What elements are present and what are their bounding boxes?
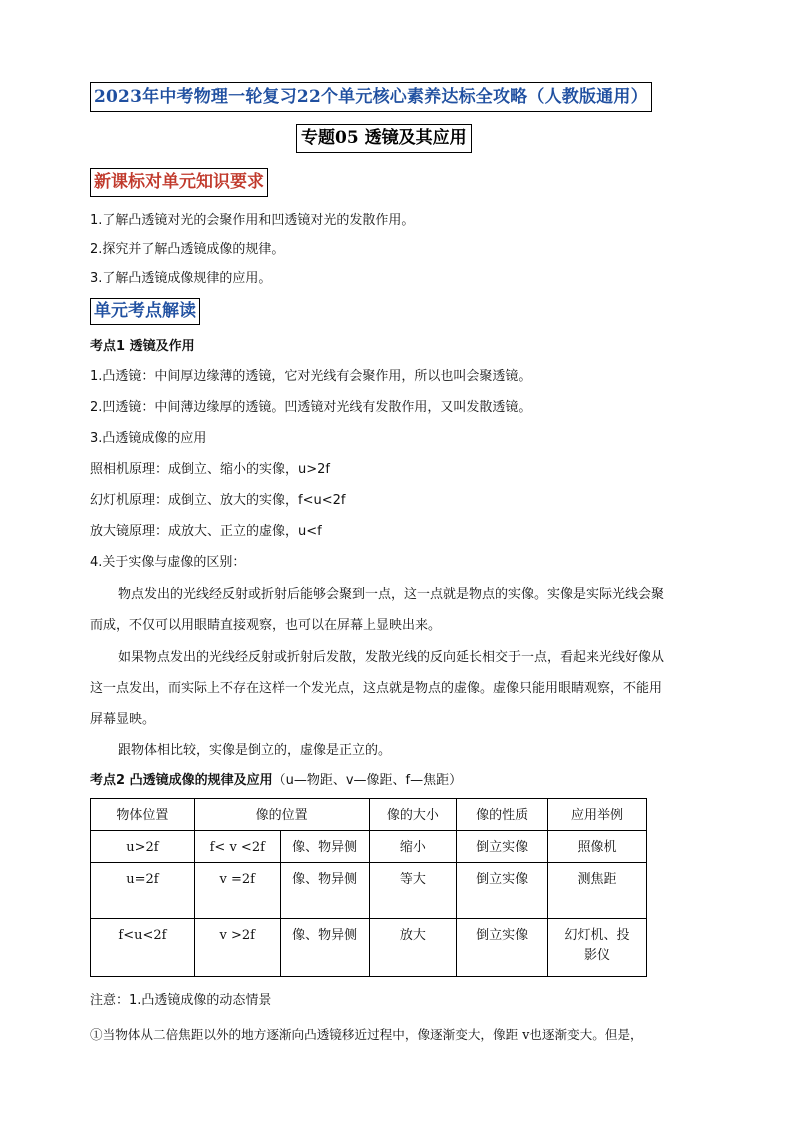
kp1-para-2a: 如果物点发出的光线经反射或折射后发散，发散光线的反向延长相交于一点，看起来光线好像从 [118, 650, 665, 665]
kp1-para-2c: 屏幕显映。 [90, 712, 156, 727]
kp1-line-4: 4.关于实像与虚像的区别： [90, 555, 246, 570]
table-cell: 缩小 [369, 831, 457, 863]
lens-imaging-table [90, 798, 647, 977]
notes-title: 注意：1.凸透镜成像的动态情景 [90, 993, 272, 1008]
kp1-line-camera: 照相机原理：成倒立、缩小的实像，u>2f [90, 462, 330, 477]
table-cell: 倒立实像 [457, 831, 548, 863]
table-cell: v =2f [194, 863, 280, 919]
keypoint-2-heading [90, 772, 462, 790]
table-cell: f<u<2f [91, 919, 195, 977]
table-header-cell: 应用举例 [548, 799, 647, 831]
kp1-para-3: 跟物体相比较，实像是倒立的，虚像是正立的。 [118, 743, 392, 758]
requirement-item-1: 1.了解凸透镜对光的会聚作用和凹透镜对光的发散作用。 [90, 213, 415, 228]
table-cell: 等大 [369, 863, 457, 919]
table-cell: f< v <2f [194, 831, 280, 863]
table-header-cell: 像的位置 [194, 799, 369, 831]
table-cell: 测焦距 [548, 863, 647, 919]
table-cell: 幻灯机、投影仪 [548, 919, 647, 977]
table-cell: 像、物异侧 [280, 863, 369, 919]
table-cell: 像、物异侧 [280, 919, 369, 977]
table-cell: 倒立实像 [457, 919, 548, 977]
kp1-line-3: 3.凸透镜成像的应用 [90, 431, 207, 446]
table-cell: 倒立实像 [457, 863, 548, 919]
table-cell: 照像机 [548, 831, 647, 863]
keypoint-1-title: 考点1 透镜及作用 [90, 339, 195, 354]
requirement-item-3: 3.了解凸透镜成像规律的应用。 [90, 271, 272, 286]
kp1-para-1b: 而成，不仅可以用眼睛直接观察，也可以在屏幕上显映出来。 [90, 618, 442, 633]
table-row [91, 831, 647, 863]
table-header-row [91, 799, 647, 831]
kp1-para-2b: 这一点发出，而实际上不存在这样一个发光点，这点就是物点的虚像。虚像只能用眼睛观察，不能用 [90, 681, 663, 696]
kp1-line-projector: 幻灯机原理：成倒立、放大的实像，f<u<2f [90, 493, 346, 508]
keypoint-2-legend: （u—物距、v—像距、f—焦距） [272, 773, 463, 788]
table-cell: u>2f [91, 831, 195, 863]
table-header-cell: 像的大小 [369, 799, 457, 831]
table-row [91, 863, 647, 919]
table-cell: v >2f [194, 919, 280, 977]
table-cell: 像、物异侧 [280, 831, 369, 863]
kp1-para-1a: 物点发出的光线经反射或折射后能够会聚到一点，这一点就是物点的实像。实像是实际光线会聚 [118, 587, 665, 602]
keypoint-2-title: 考点2 凸透镜成像的规律及应用 [90, 773, 273, 788]
requirement-item-2: 2.探究并了解凸透镜成像的规律。 [90, 242, 285, 257]
section-heading-curriculum: 新课标对单元知识要求 [90, 168, 268, 197]
notes-line-1: ①当物体从二倍焦距以外的地方逐渐向凸透镜移近过程中，像逐渐变大，像距 v也逐渐变大。但是， [90, 1027, 643, 1042]
kp1-line-2: 2.凹透镜：中间薄边缘厚的透镜。凹透镜对光线有发散作用，又叫发散透镜。 [90, 400, 532, 415]
table-cell: 放大 [369, 919, 457, 977]
kp1-line-magnifier: 放大镜原理：成放大、正立的虚像，u<f [90, 524, 322, 539]
topic-title: 专题05 透镜及其应用 [296, 124, 472, 153]
main-title: 2023年中考物理一轮复习22个单元核心素养达标全攻略（人教版通用） [90, 82, 652, 112]
table-cell: u=2f [91, 863, 195, 919]
section-heading-keypoints: 单元考点解读 [90, 298, 200, 325]
table-row [91, 919, 647, 977]
table-header-cell: 像的性质 [457, 799, 548, 831]
kp1-line-1: 1.凸透镜：中间厚边缘薄的透镜，它对光线有会聚作用，所以也叫会聚透镜。 [90, 369, 532, 384]
table-header-cell: 物体位置 [91, 799, 195, 831]
